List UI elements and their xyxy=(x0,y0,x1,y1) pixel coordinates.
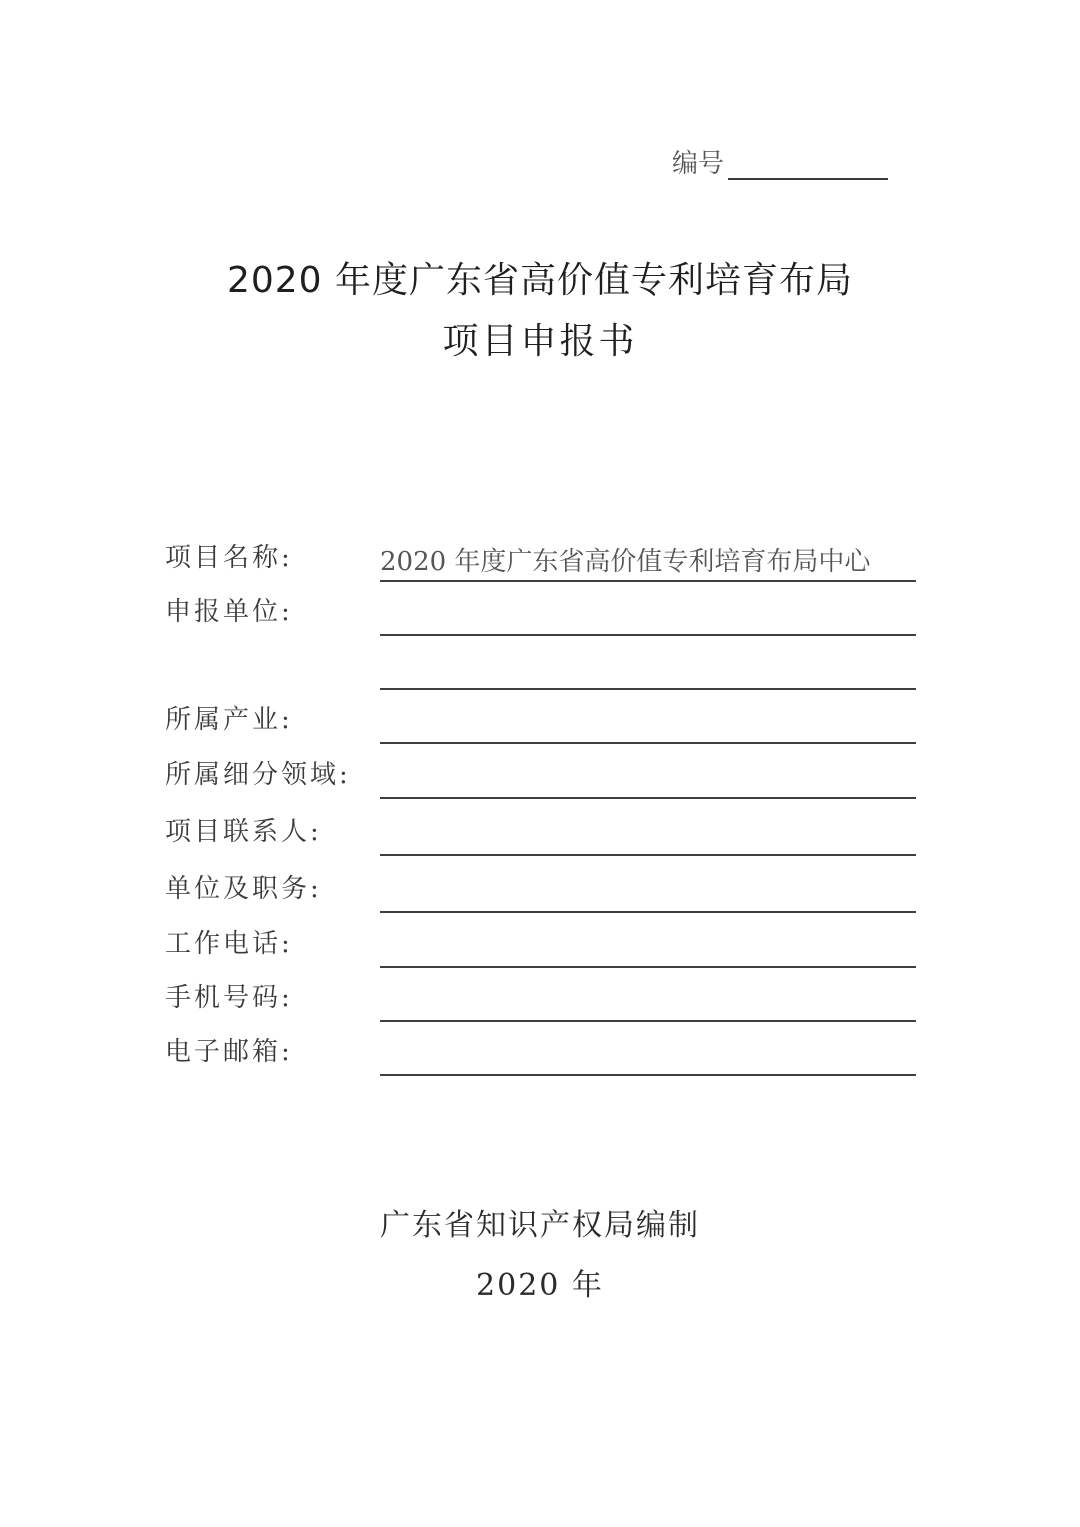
industry-label: 所属产业: xyxy=(165,705,293,735)
form-row-industry xyxy=(0,688,1080,744)
project-name-field[interactable]: 2020 年度广东省高价值专利培育布局中心 xyxy=(380,544,916,582)
form-row-applicant-unit-extra xyxy=(0,634,1080,690)
form-row-mobile xyxy=(0,966,1080,1022)
industry-field[interactable] xyxy=(380,706,916,744)
form-row-contact-person xyxy=(0,800,1080,856)
sub-field-field[interactable] xyxy=(380,761,916,799)
serial-number-label: 编号 xyxy=(672,149,725,179)
applicant-unit-field[interactable] xyxy=(380,598,916,636)
form-row-unit-and-title xyxy=(0,857,1080,913)
form-row-work-phone xyxy=(0,912,1080,968)
mobile-label: 手机号码: xyxy=(165,983,293,1013)
form-row-sub-field xyxy=(0,743,1080,799)
unit-and-title-label: 单位及职务: xyxy=(165,874,322,904)
contact-person-label: 项目联系人: xyxy=(165,817,322,847)
work-phone-field[interactable] xyxy=(380,930,916,968)
applicant-unit-label: 申报单位: xyxy=(165,597,293,627)
work-phone-label: 工作电话: xyxy=(165,929,293,959)
contact-person-field[interactable] xyxy=(380,818,916,856)
document-subtitle: 项目申报书 xyxy=(442,321,638,362)
email-label: 电子邮箱: xyxy=(165,1037,293,1067)
email-field[interactable] xyxy=(380,1038,916,1076)
form-row-project-name xyxy=(0,526,1080,582)
form-row-email xyxy=(0,1020,1080,1076)
project-name-label: 项目名称: xyxy=(165,543,293,573)
issue-year: 2020 年 xyxy=(476,1268,604,1303)
sub-field-label: 所属细分领域: xyxy=(165,760,351,790)
form-row-applicant-unit xyxy=(0,580,1080,636)
unit-and-title-field[interactable] xyxy=(380,875,916,913)
document-title: 2020 年度广东省高价值专利培育布局 xyxy=(226,260,854,301)
applicant-unit-extra-field[interactable] xyxy=(380,652,916,690)
serial-number-field[interactable] xyxy=(728,144,888,180)
issuing-organization: 广东省知识产权局编制 xyxy=(380,1208,700,1243)
mobile-field[interactable] xyxy=(380,984,916,1022)
serial-number xyxy=(672,140,888,180)
